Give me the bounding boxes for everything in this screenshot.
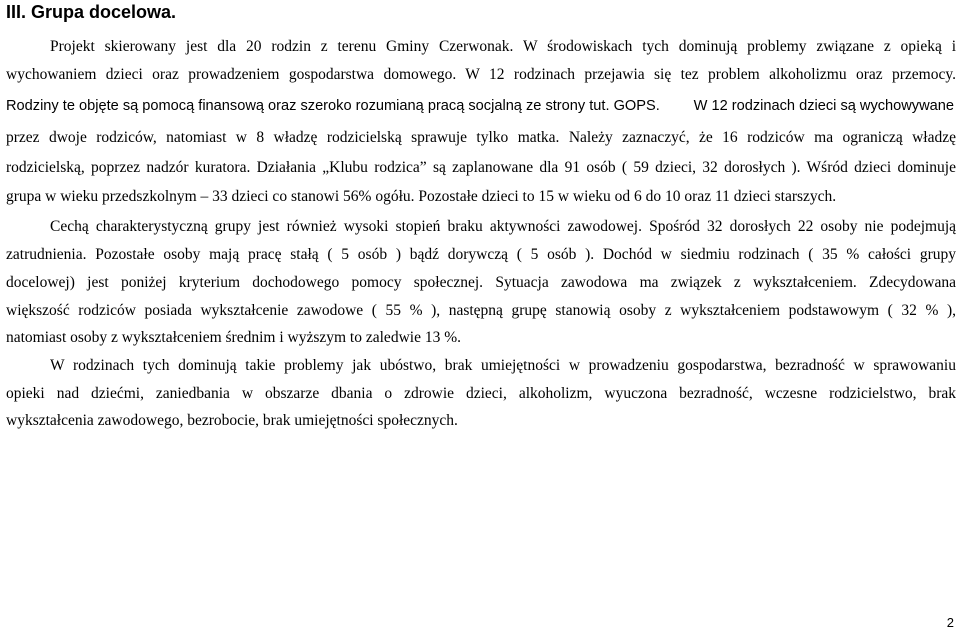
text-line: Rodziny te objęte są pomocą finansową oraz szeroko rozumianą pracą socjalną ze strony tut. GOPS.: [6, 98, 660, 114]
text-line: przez dwoje rodziców, natomiast w 8 władzę rodzicielską sprawuje tylko matka. Należy zaznaczyć, że 16 rodziców ma ograniczą władzę: [6, 129, 956, 146]
text-line: większość rodziców posiada wykształcenie zawodowe ( 55 % ), następną grupę stanowią osoby z wykształceniem podstawowym ( 32 % ),: [6, 302, 956, 319]
section-heading: III. Grupa docelowa.: [6, 2, 177, 22]
text-line: Cechą charakterystyczną grupy jest również wysoki stopień braku aktywności zawodowej. Spośród 32 dorosłych 22 osoby nie podejmują: [50, 218, 956, 235]
text-line: Projekt skierowany jest dla 20 rodzin z terenu Gminy Czerwonak. W środowiskach tych dominują problemy związane z opieką i: [50, 38, 956, 55]
text-line: rodzicielską, poprzez nadzór kuratora. Działania „Klubu rodzica” są zaplanowane dla 91 osób ( 59 dzieci, 32 dorosłych ). Wśród dzieci dominuje: [6, 159, 956, 176]
text-line: W 12 rodzinach dzieci są wychowywane: [693, 98, 954, 114]
page-number: 2: [946, 615, 954, 630]
text-line: wychowaniem dzieci oraz prowadzeniem gospodarstwa domowego. W 12 rodzinach przejawia się tez problem alkoholizmu oraz przemocy.: [6, 66, 956, 83]
text-line: grupa w wieku przedszkolnym – 33 dzieci co stanowi 56% ogółu. Pozostałe dzieci to 15 w wieku od 6 do 10 oraz 11 dzieci starszych.: [6, 188, 837, 205]
text-line: docelowej) jest poniżej kryterium dochodowego pomocy społecznej. Sytuacja zawodowa ma związek z wykształceniem. Zdecydowana: [6, 274, 956, 291]
text-line: W rodzinach tych dominują takie problemy jak ubóstwo, brak umiejętności w prowadzeniu gospodarstwa, bezradność w sprawowaniu: [50, 357, 956, 374]
text-line: opieki nad dziećmi, zaniedbania w obszarze dbania o zdrowie dzieci, alkoholizm, wyuczona bezradność, wczesne rodzicielstwo, brak: [6, 385, 956, 402]
text-line: wykształcenia zawodowego, bezrobocie, brak umiejętności społecznych.: [6, 412, 458, 429]
text-line: natomiast osoby z wykształceniem średnim i wyższym to zaledwie 13 %.: [6, 329, 461, 346]
text-line: zatrudnienia. Pozostałe osoby mają pracę stałą ( 5 osób ) bądź dorywczą ( 5 osób ). Dochód w siedmiu rodzinach ( 35 % całości grupy: [6, 246, 956, 263]
